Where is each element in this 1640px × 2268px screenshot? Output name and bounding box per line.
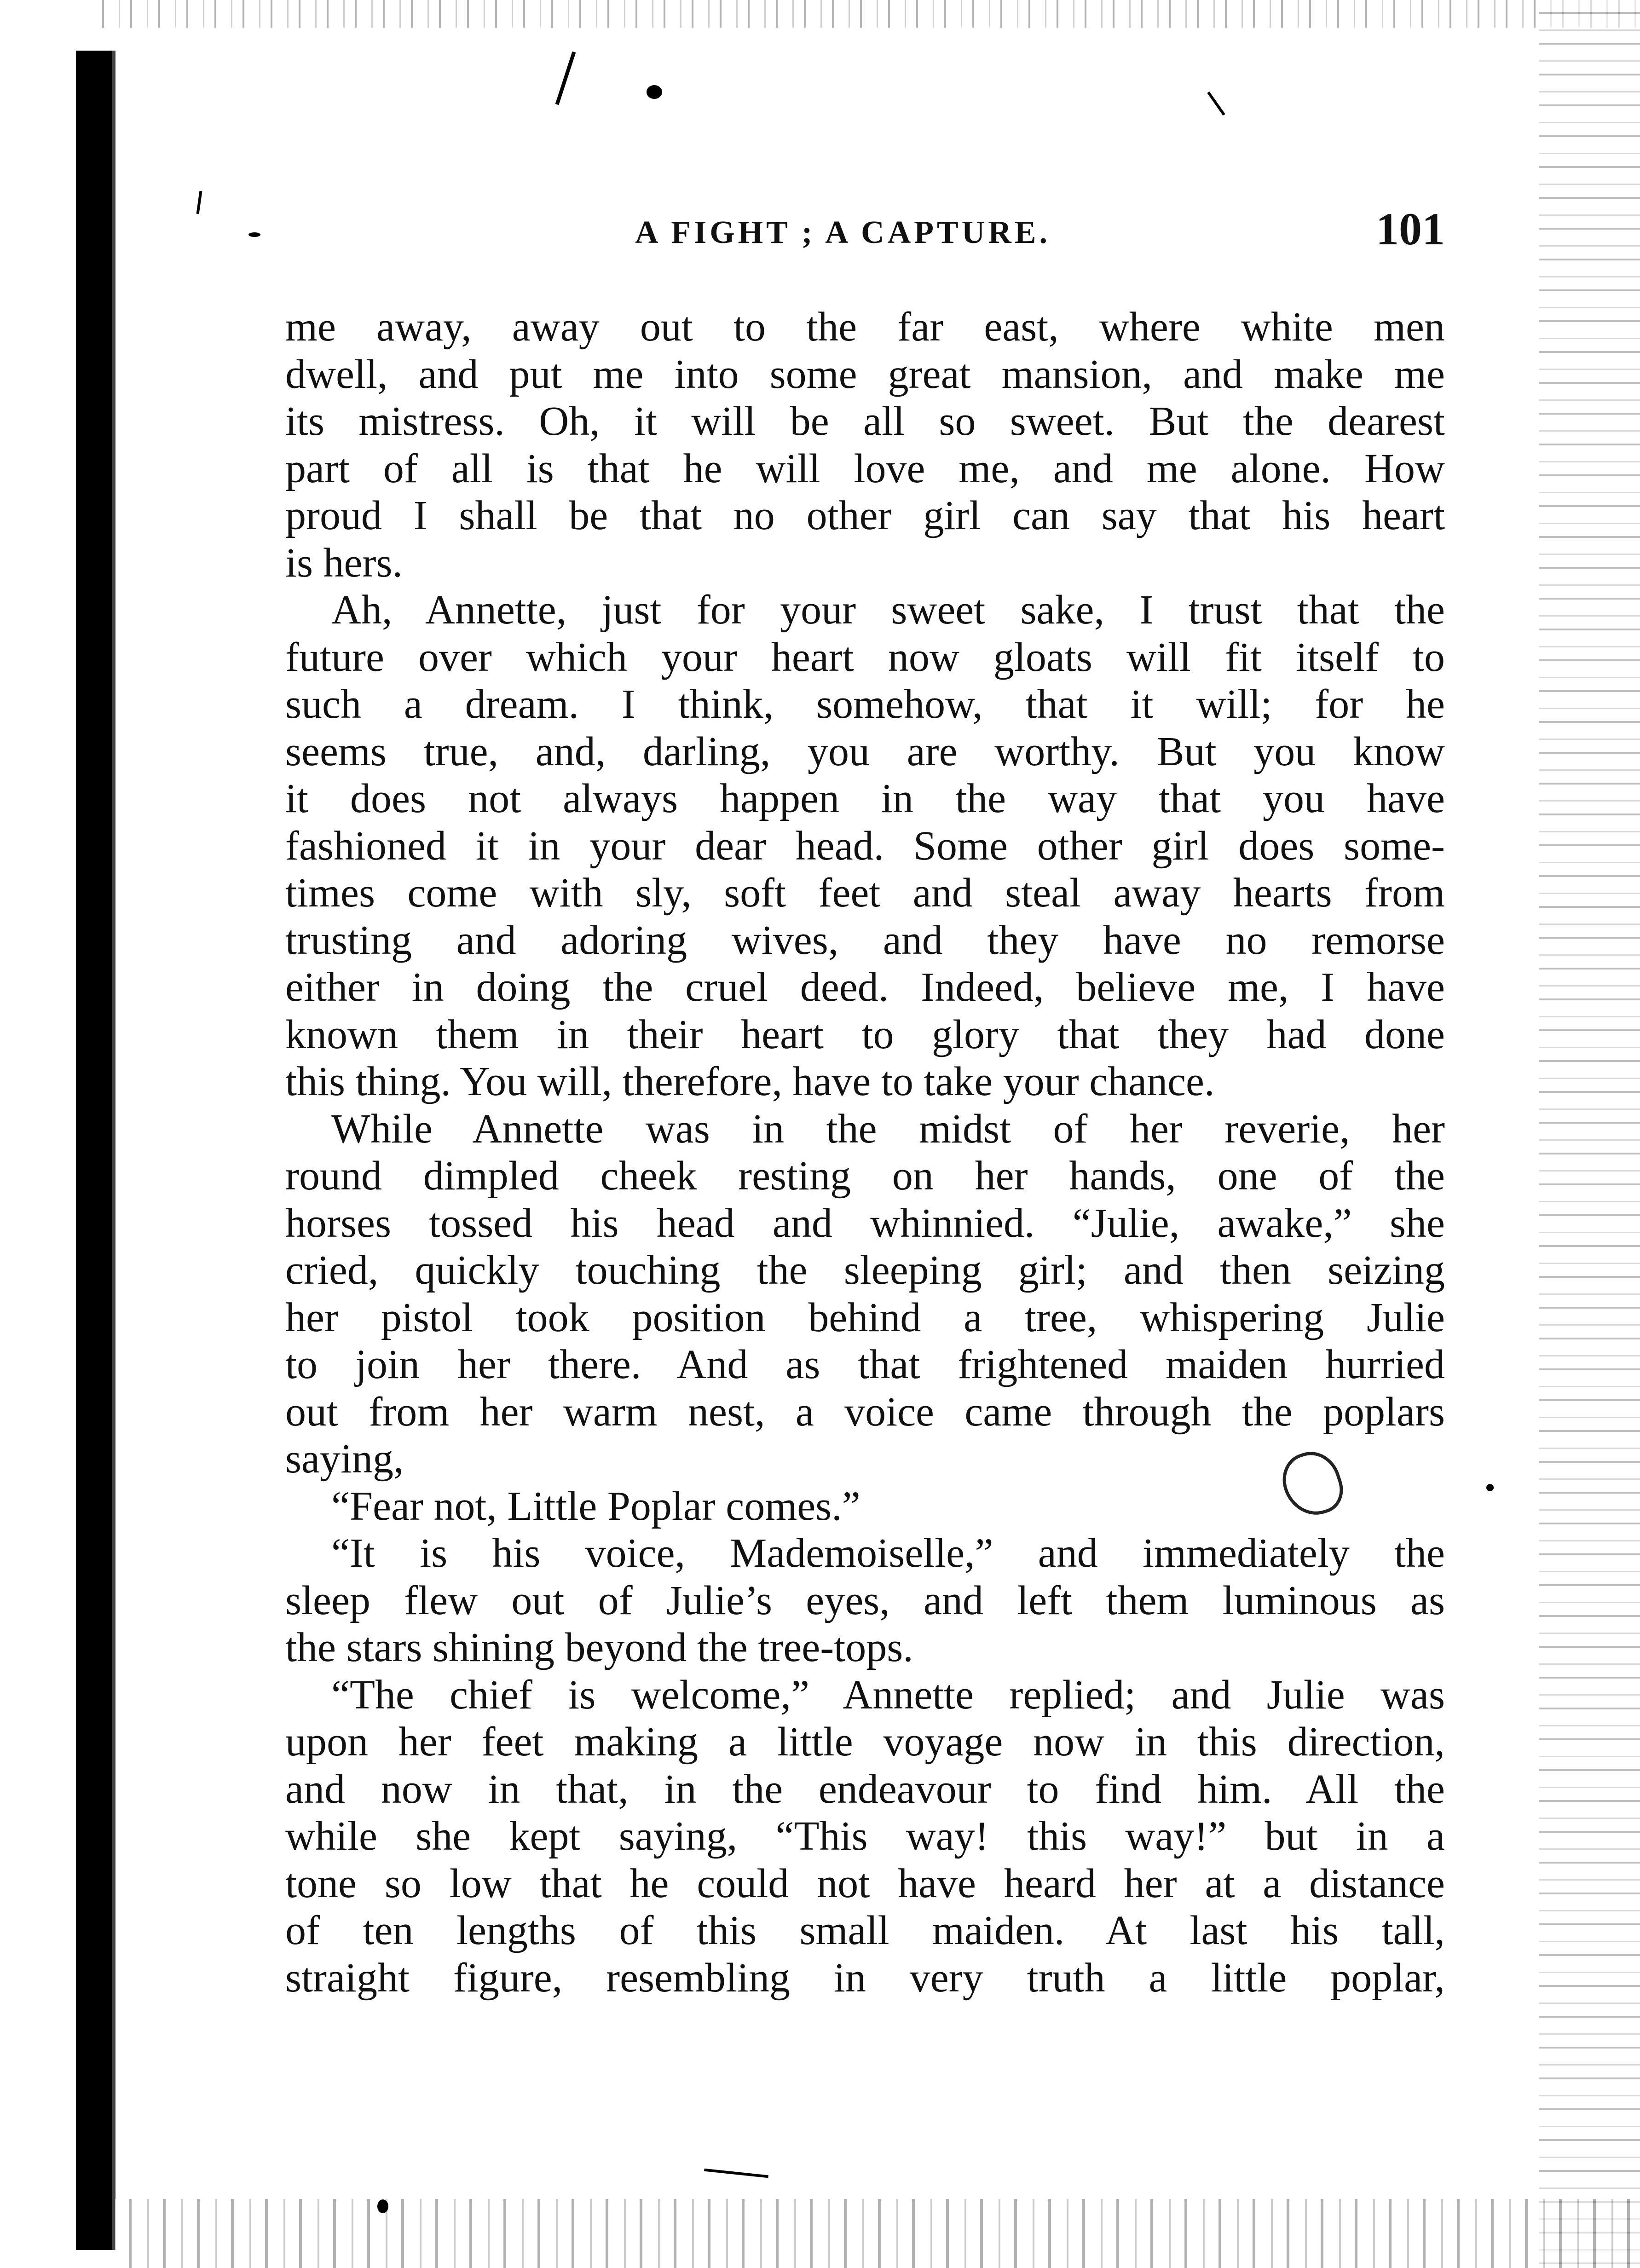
text-line: “It is his voice, Mademoiselle,” and immediately the xyxy=(331,1530,1445,1576)
text-line: tone so low that he could not have heard her at a distance xyxy=(285,1860,1445,1906)
text-line: upon her feet making a little voyage now in this direction, xyxy=(285,1719,1445,1765)
running-title: A FIGHT ; A CAPTURE. xyxy=(635,215,1051,250)
text-line: it does not always happen in the way that you have xyxy=(285,776,1445,821)
text-line: out from her warm nest, a voice came through the poplars xyxy=(285,1389,1445,1435)
text-line: the stars shining beyond the tree-tops. xyxy=(285,1625,913,1670)
text-line: Ah, Annette, just for your sweet sake, I trust that the xyxy=(331,587,1445,633)
text-line: her pistol took position behind a tree, whispering Julie xyxy=(285,1294,1445,1340)
page-number: 101 xyxy=(1376,203,1445,254)
body-text xyxy=(285,304,1445,2002)
text-line: dwell, and put me into some great mansion, and make me xyxy=(285,351,1445,397)
text-line: seems true, and, darling, you are worthy. But you know xyxy=(285,728,1445,774)
text-line: and now in that, in the endeavour to find him. All the xyxy=(285,1766,1445,1812)
text-line: While Annette was in the midst of her reverie, her xyxy=(331,1106,1445,1152)
text-line: horses tossed his head and whinnied. “Julie, awake,” she xyxy=(285,1200,1445,1246)
text-line: future over which your heart now gloats will fit itself to xyxy=(285,634,1445,680)
text-line: trusting and adoring wives, and they have no remorse xyxy=(285,917,1445,963)
text-line: “Fear not, Little Poplar comes.” xyxy=(331,1483,860,1529)
text-line: proud I shall be that no other girl can say that his heart xyxy=(285,493,1445,538)
page-binding-edge xyxy=(112,51,115,2250)
text-line: its mistress. Oh, it will be all so sweet. But the dearest xyxy=(285,398,1445,444)
text-line: of ten lengths of this small maiden. At last his tall, xyxy=(285,1908,1445,1953)
ink-speck xyxy=(248,232,260,237)
text-line: known them in their heart to glory that they had done xyxy=(285,1011,1445,1057)
running-header xyxy=(285,198,1445,262)
text-line: part of all is that he will love me, and me alone. How xyxy=(285,445,1445,491)
text-line: “The chief is welcome,” Annette replied; and Julie was xyxy=(331,1672,1445,1718)
text-line: to join her there. And as that frightened maiden hurried xyxy=(285,1342,1445,1387)
text-line: sleep flew out of Julie’s eyes, and left them luminous as xyxy=(285,1577,1445,1623)
text-line: while she kept saying, “This way! this way!” but in a xyxy=(285,1813,1445,1859)
text-line: either in doing the cruel deed. Indeed, believe me, I have xyxy=(285,964,1445,1010)
pencil-mark xyxy=(555,52,576,105)
text-line: times come with sly, soft feet and steal away hearts from xyxy=(285,870,1445,916)
pencil-mark xyxy=(704,2169,768,2178)
ink-speck xyxy=(647,85,662,99)
text-line: round dimpled cheek resting on her hands, one of the xyxy=(285,1153,1445,1199)
ink-speck xyxy=(377,2199,388,2213)
ink-speck xyxy=(1486,1484,1494,1491)
scan-noise-top xyxy=(92,0,1640,28)
text-line: is hers. xyxy=(285,540,403,586)
text-line: such a dream. I think, somehow, that it will; for he xyxy=(285,681,1445,727)
text-line: fashioned it in your dear head. Some other girl does some- xyxy=(285,823,1445,869)
text-line: this thing. You will, therefore, have to take your chance. xyxy=(285,1059,1215,1104)
pencil-mark xyxy=(196,191,202,214)
text-line: saying, xyxy=(285,1436,404,1482)
text-line: cried, quickly touching the sleeping girl; and then seizing xyxy=(285,1247,1445,1293)
page-binding-shadow xyxy=(76,51,112,2250)
pencil-mark xyxy=(1207,92,1225,116)
text-line: straight figure, resembling in very truth a little poplar, xyxy=(285,1955,1445,2001)
scan-noise-bottom xyxy=(115,2199,1640,2268)
scan-noise-right xyxy=(1539,0,1640,2268)
text-line: me away, away out to the far east, where white men xyxy=(285,304,1445,350)
